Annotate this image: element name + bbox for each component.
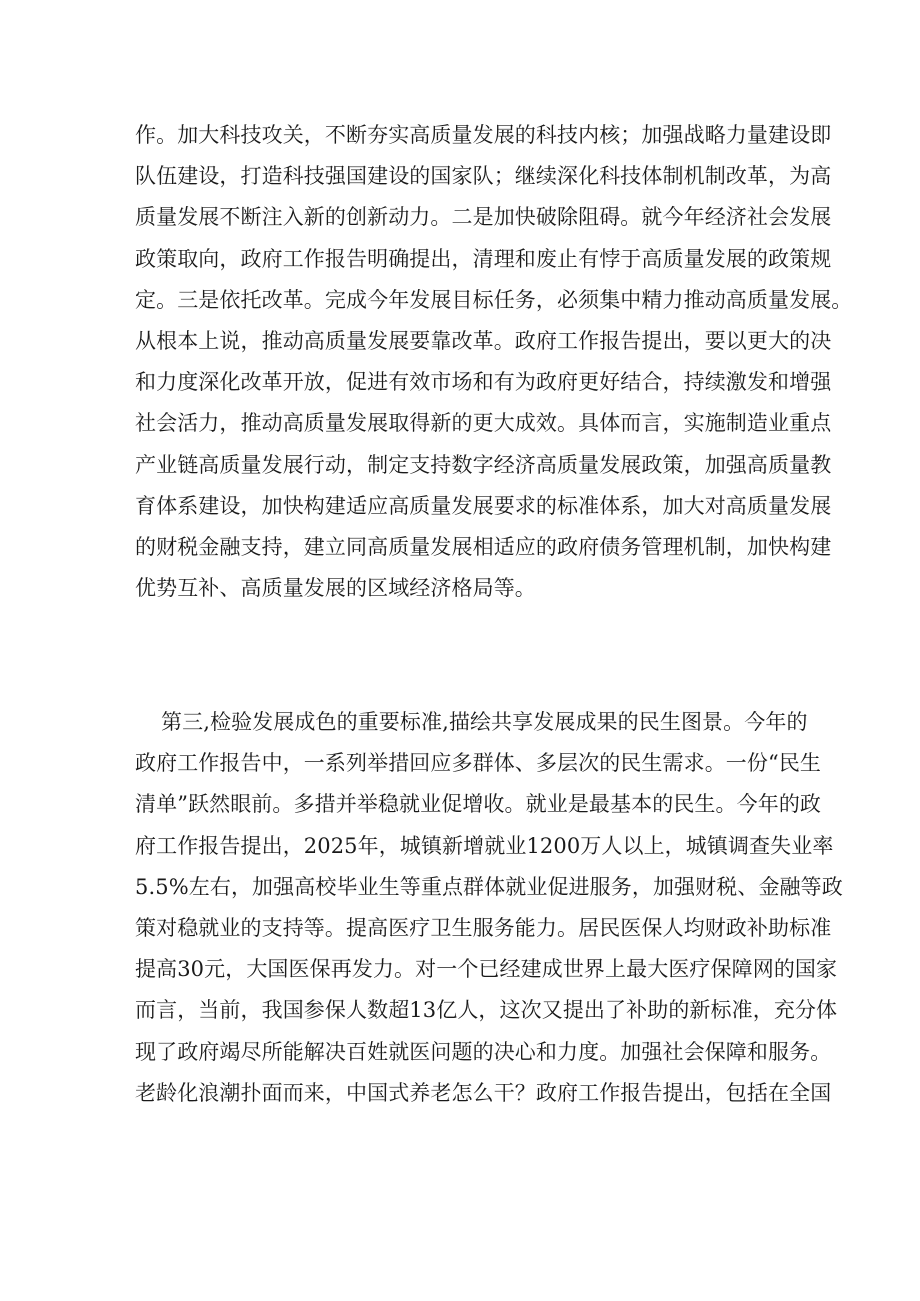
text-line: 和力度深化改革开放，促进有效市场和有为政府更好结合，持续激发和增强 xyxy=(135,370,832,395)
text-line: 作。加大科技攻关，不断夯实高质量发展的科技内核；加强战略力量建设即 xyxy=(135,123,832,147)
text-line: 队伍建设，打造科技强国建设的国家队；继续深化科技体制机制改革，为高 xyxy=(135,164,832,189)
text-line: 提高30元，大国医保再发力。对一个已经建成世界上最大医疗保障网的国家 xyxy=(135,957,838,982)
text-line: 5.5%左右，加强高校毕业生等重点群体就业促进服务，加强财税、金融等政 xyxy=(135,874,843,899)
text-line: 府工作报告提出，2025年，城镇新增就业1200万人以上，城镇调查失业率 xyxy=(135,833,834,858)
text-line: 第三,检验发展成色的重要标准,描绘共享发展成果的民生图景。今年的 xyxy=(161,710,808,734)
text-line: 质量发展不断注入新的创新动力。二是加快破除阻碍。就今年经济社会发展 xyxy=(135,205,832,230)
text-line: 而言，当前，我国参保人数超13亿人，这次又提出了补助的新标准，充分体 xyxy=(135,998,838,1023)
text-line: 产业链高质量发展行动，制定支持数字经济高质量发展政策，加强高质量教 xyxy=(135,452,832,477)
text-line: 政府工作报告中，一系列举措回应多群体、多层次的民生需求。一份“民生 xyxy=(135,751,822,776)
paragraph-science-reform xyxy=(135,115,853,609)
text-line: 的财税金融支持，建立同高质量发展相适应的政府债务管理机制，加快构建 xyxy=(135,534,832,559)
paragraph-livelihood xyxy=(135,702,843,1114)
text-line: 从根本上说，推动高质量发展要靠改革。政府工作报告提出，要以更大的决 xyxy=(135,328,832,353)
text-line: 定。三是依托改革。完成今年发展目标任务，必须集中精力推动高质量发展。 xyxy=(135,287,853,312)
text-line: 社会活力，推动高质量发展取得新的更大成效。具体而言，实施制造业重点 xyxy=(135,411,832,436)
text-line: 育体系建设，加快构建适应高质量发展要求的标准体系，加大对高质量发展 xyxy=(135,493,832,518)
text-line: 现了政府竭尽所能解决百姓就医问题的决心和力度。加强社会保障和服务。 xyxy=(135,1039,832,1064)
text-line: 老龄化浪潮扑面而来，中国式养老怎么干？政府工作报告提出，包括在全国 xyxy=(135,1080,832,1105)
text-line: 政策取向，政府工作报告明确提出，清理和废止有悖于高质量发展的政策规 xyxy=(135,246,832,271)
text-line: 策对稳就业的支持等。提高医疗卫生服务能力。居民医保人均财政补助标准 xyxy=(135,915,832,940)
text-line: 优势互补、高质量发展的区域经济格局等。 xyxy=(135,576,536,601)
text-line: 清单”跃然眼前。多措并举稳就业促增收。就业是最基本的民生。今年的政 xyxy=(135,792,822,817)
